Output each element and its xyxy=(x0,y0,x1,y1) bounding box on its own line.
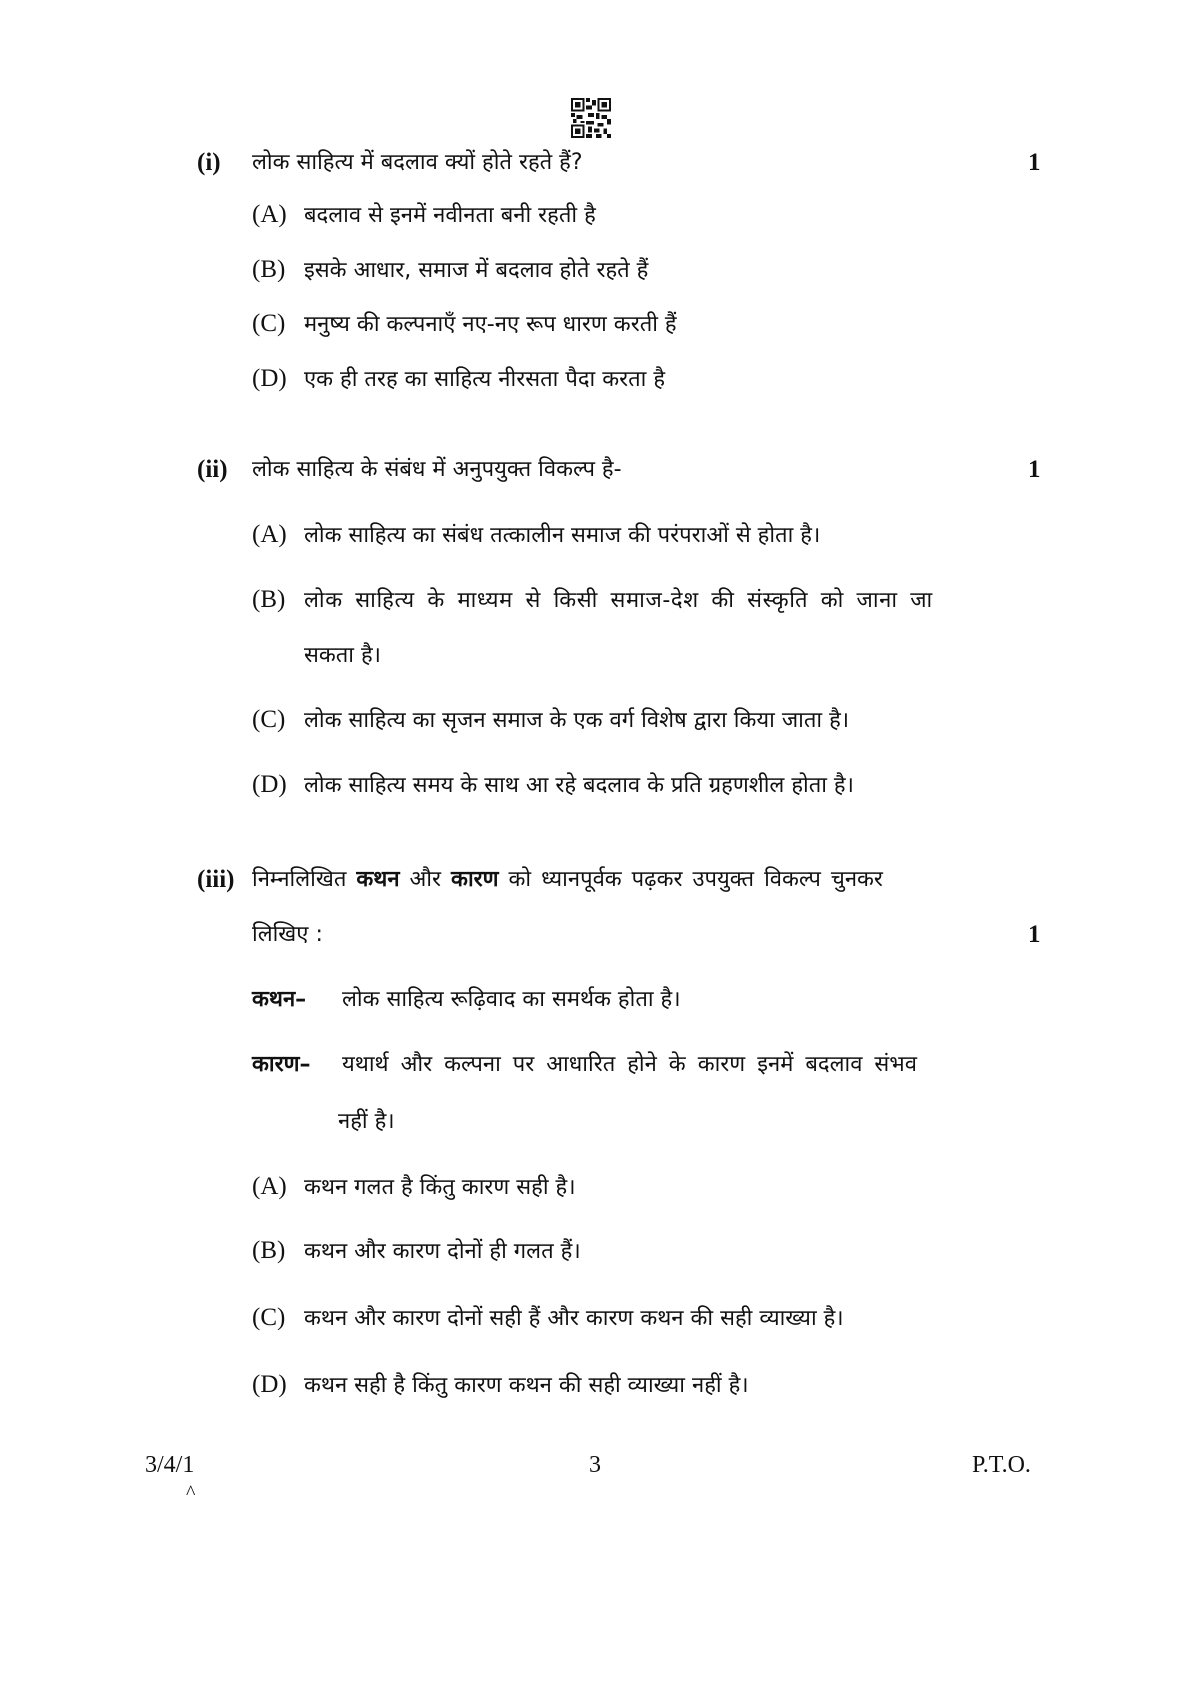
question-3-text xyxy=(252,865,883,895)
reason-text-continued: नहीं है। xyxy=(338,1109,395,1134)
question-2-option-b-continued: सकता है। xyxy=(304,643,382,668)
question-1-text: लोक साहित्य में बदलाव क्यों होते रहते हैं? xyxy=(252,150,583,175)
option-text: लोक साहित्य का संबंध तत्कालीन समाज की परंपराओं से होता है। xyxy=(304,523,821,548)
text: को ध्यानपूर्वक पढ़कर उपयुक्त विकल्प चुनकर xyxy=(498,867,883,892)
option-label: (A) xyxy=(252,1173,287,1200)
option-text: लोक साहित्य का सृजन समाज के एक वर्ग विशेष द्वारा किया जाता है। xyxy=(304,708,850,733)
option-label: (A) xyxy=(252,521,287,548)
question-2-option-a xyxy=(252,520,820,551)
option-text: लोक साहित्य समय के साथ आ रहे बदलाव के प्रति ग्रहणशील होता है। xyxy=(304,773,854,798)
question-3-option-a xyxy=(252,1172,576,1203)
option-text: लोक साहित्य के माध्यम से किसी समाज-देश की संस्कृति को जाना जा xyxy=(304,588,933,613)
text: निम्नलिखित xyxy=(252,867,357,892)
paper-code: 3/4/1 xyxy=(145,1452,195,1478)
question-1-option-c xyxy=(252,309,677,340)
assertion-keyword: कथन xyxy=(356,867,400,892)
question-1-option-b xyxy=(252,255,648,286)
reason-text: यथार्थ और कल्पना पर आधारित होने के कारण इनमें बदलाव संभव xyxy=(342,1052,918,1077)
qr-code-icon xyxy=(571,98,611,138)
option-text: कथन सही है किंतु कारण कथन की सही व्याख्या नहीं है। xyxy=(304,1373,749,1398)
option-text: कथन और कारण दोनों सही हैं और कारण कथन की सही व्याख्या है। xyxy=(304,1306,844,1331)
reason-keyword: कारण xyxy=(451,867,499,892)
option-label: (D) xyxy=(252,771,287,798)
question-3-option-c xyxy=(252,1303,844,1334)
question-3-option-b xyxy=(252,1236,581,1267)
option-label: (D) xyxy=(252,365,287,392)
question-1-number: (i) xyxy=(197,149,221,176)
question-2-option-d xyxy=(252,770,854,801)
question-1-marks: 1 xyxy=(1028,149,1041,176)
question-2-option-b xyxy=(252,585,933,616)
reason-label: कारण– xyxy=(252,1052,311,1077)
option-label: (B) xyxy=(252,1237,286,1264)
option-label: (C) xyxy=(252,706,286,733)
question-3-number: (iii) xyxy=(197,866,235,893)
option-text: इसके आधार, समाज में बदलाव होते रहते हैं xyxy=(304,258,649,283)
option-text: बदलाव से इनमें नवीनता बनी रहती है xyxy=(304,203,596,228)
assertion-text: लोक साहित्य रूढ़िवाद का समर्थक होता है। xyxy=(342,987,681,1012)
question-2-option-c xyxy=(252,705,849,736)
option-text: कथन और कारण दोनों ही गलत हैं। xyxy=(304,1239,581,1264)
question-2-text: लोक साहित्य के संबंध में अनुपयुक्त विकल्प है- xyxy=(252,457,622,482)
question-1-option-a xyxy=(252,200,596,231)
assertion-label: कथन– xyxy=(252,987,307,1012)
page-number: 3 xyxy=(589,1452,601,1478)
option-text: मनुष्य की कल्पनाएँ नए-नए रूप धारण करती हैं xyxy=(304,312,677,337)
option-label: (B) xyxy=(252,256,286,283)
question-1-option-d xyxy=(252,364,665,395)
question-3-text-continued: लिखिए : xyxy=(252,922,323,947)
question-2-number: (ii) xyxy=(197,456,228,483)
option-text: कथन गलत है किंतु कारण सही है। xyxy=(304,1175,576,1200)
option-label: (A) xyxy=(252,201,287,228)
pto-label: P.T.O. xyxy=(972,1452,1031,1478)
option-label: (B) xyxy=(252,586,286,613)
option-text: एक ही तरह का साहित्य नीरसता पैदा करता है xyxy=(304,367,665,392)
question-3-marks: 1 xyxy=(1028,921,1041,948)
question-3-option-d xyxy=(252,1370,749,1401)
text: और xyxy=(399,867,452,892)
option-label: (C) xyxy=(252,310,286,337)
option-label: (C) xyxy=(252,1304,286,1331)
caret-mark: ^ xyxy=(186,1482,196,1504)
question-2-marks: 1 xyxy=(1028,456,1041,483)
option-label: (D) xyxy=(252,1371,287,1398)
